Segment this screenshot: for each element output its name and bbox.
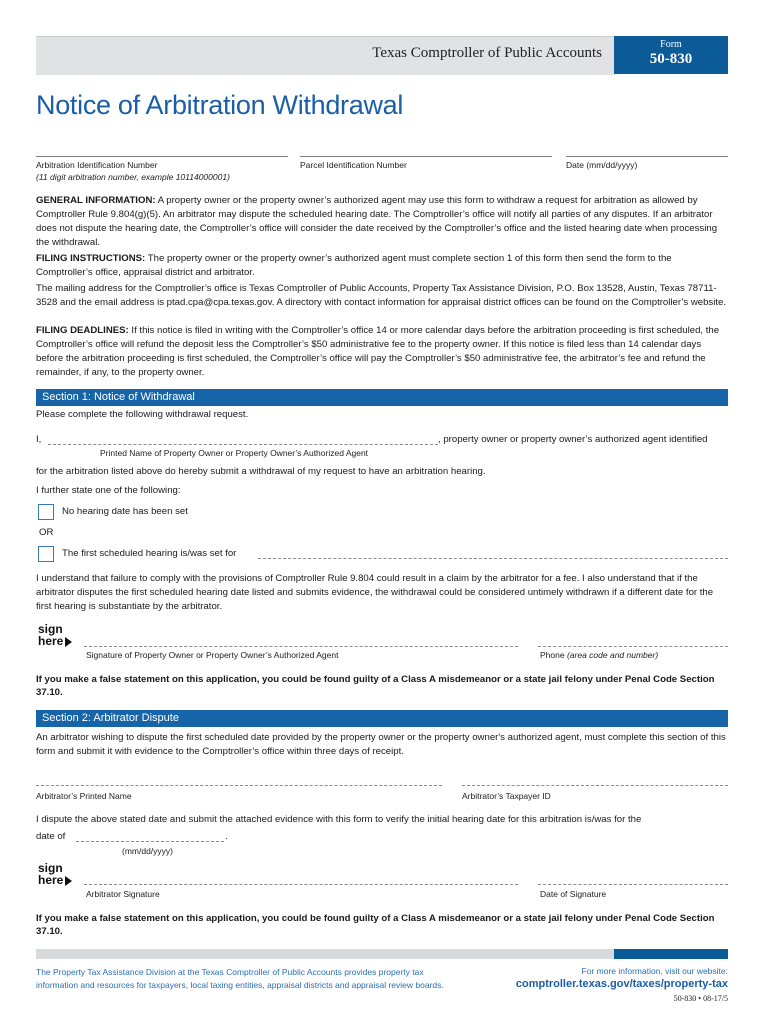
arb-id-label: Arbitration Identification Number xyxy=(36,160,158,170)
signature-date-field[interactable] xyxy=(538,884,728,885)
page-title: Notice of Arbitration Withdrawal xyxy=(36,90,404,120)
form-revision: 50-830 • 08-17/5 xyxy=(673,994,728,1003)
website-link[interactable]: comptroller.texas.gov/taxes/property-tax xyxy=(515,978,728,990)
understand-statement: I understand that failure to comply with the provisions of Comptroller Rule 9.804 could result in a claim by the arbitrator for a fee. I also understand that if the arbitrator disputes the first scheduled hearing date listed and submits evidence, the withdrawal could be considered untimely withdrawn if a different date for the first hearing is substantiate by the arbitrator. xyxy=(36,573,714,612)
hearing-date-field[interactable] xyxy=(258,558,728,559)
arb-id-hint: (11 digit arbitration number, example 10114000001) xyxy=(36,172,230,182)
footer-line-2: information and resources for taxpayers, local taxing entities, appraisal districts and appraisal review boards. xyxy=(36,980,444,990)
arrow-right-icon xyxy=(65,876,72,886)
here-word: here xyxy=(38,634,64,648)
i-suffix: , property owner or property owner’s authorized agent identified xyxy=(438,434,708,445)
i-prefix: I, xyxy=(36,434,42,445)
filing-instructions xyxy=(36,252,728,280)
sign-here-marker-2 xyxy=(38,862,72,886)
section-2-header: Section 2: Arbitrator Dispute xyxy=(36,710,728,727)
deadline-heading: FILING DEADLINES: xyxy=(36,325,129,336)
parcel-id-field[interactable] xyxy=(300,156,552,157)
or-label: OR xyxy=(39,527,54,538)
date-period: . xyxy=(225,831,228,842)
parcel-label: Parcel Identification Number xyxy=(300,160,407,170)
section-1-header: Section 1: Notice of Withdrawal xyxy=(36,389,728,406)
general-information xyxy=(36,194,728,250)
date-field[interactable] xyxy=(566,156,728,157)
filing-text: The property owner or the property owner’s authorized agent must complete section 1 of this form then send the form to the Comptroller’s office, appraisal district and arbitrator. xyxy=(36,253,672,278)
form-number-box xyxy=(614,36,728,74)
form-label: Form xyxy=(660,39,682,50)
further-statement: I further state one of the following: xyxy=(36,485,181,496)
general-heading: GENERAL INFORMATION: xyxy=(36,195,156,206)
agency-name: Texas Comptroller of Public Accounts xyxy=(372,45,602,61)
phone-label-group xyxy=(540,650,658,660)
arrow-right-icon xyxy=(65,637,72,647)
section-2-intro: An arbitrator wishing to dispute the first scheduled date provided by the property owner or the property owner's authorized agent, must complete this section of this form and submit it with evidence to the Comptroller’s office within three days of receipt. xyxy=(36,732,726,757)
footer-description xyxy=(36,966,496,992)
taxpayer-id-field[interactable] xyxy=(462,785,728,786)
dispute-date-field[interactable] xyxy=(76,841,224,842)
here-word: here xyxy=(38,873,64,887)
phone-field[interactable] xyxy=(538,646,728,647)
printed-name-field[interactable] xyxy=(48,444,438,445)
header-bar xyxy=(36,36,614,75)
arbitrator-name-field[interactable] xyxy=(36,785,442,786)
general-text: A property owner or the property owner’s authorized agent may use this form to withdraw a request for arbitration as allowed by Comptroller Rule 9.804(g)(5). An arbitrator may dispute the scheduled hearing date. The Comptroller’s office will notify all parties of any disputes. If an arbitrator does not dispute the hearing date, the Comptroller’s office will consider the date received by the Comptroller’s office and the listed hearing date when processing the withdrawal. xyxy=(36,195,718,248)
section-1-warning: If you make a false statement on this application, you could be found guilty of a Class A misdemeanor or a state jail felony under Penal Code Section 37.10. xyxy=(36,674,715,698)
owner-signature-field[interactable] xyxy=(84,646,518,647)
arbitrator-signature-label: Arbitrator Signature xyxy=(86,889,160,899)
dispute-date-hint: (mm/dd/yyyy) xyxy=(122,846,173,856)
sign-here-marker-1 xyxy=(38,623,72,647)
filing-heading: FILING INSTRUCTIONS: xyxy=(36,253,146,264)
hearing-set-label: The first scheduled hearing is/was set for xyxy=(62,548,237,559)
withdraw-statement: for the arbitration listed above do hereby submit a withdrawal of my request to have an arbitration hearing. xyxy=(36,466,486,477)
sign-word: sign xyxy=(38,622,63,636)
hearing-set-checkbox[interactable] xyxy=(38,546,54,562)
arb-id-field[interactable] xyxy=(36,156,288,157)
taxpayer-id-label: Arbitrator’s Taxpayer ID xyxy=(462,791,551,801)
phone-hint: (area code and number) xyxy=(566,650,659,660)
date-of-label: date of xyxy=(36,831,66,842)
phone-label: Phone xyxy=(540,650,565,660)
no-hearing-label: No hearing date has been set xyxy=(62,506,188,517)
mailing-address: The mailing address for the Comptroller’s office is Texas Comptroller of Public Accounts, Property Tax Assistance Division, P.O. Box 13528, Austin, Texas 78711-3528 and the email address is ptad.cpa@cpa.texas.gov. A directory with contact information for appraisal district offices can be found on the Comptroller’s website. xyxy=(36,283,727,308)
date-label: Date (mm/dd/yyyy) xyxy=(566,160,638,170)
filing-deadlines xyxy=(36,324,728,380)
footer-bar xyxy=(36,949,614,959)
section-1-intro: Please complete the following withdrawal request. xyxy=(36,409,249,420)
more-info-text: For more information, visit our website: xyxy=(581,966,728,976)
arbitrator-name-label: Arbitrator’s Printed Name xyxy=(36,791,132,801)
deadline-text: If this notice is filed in writing with the Comptroller’s office 14 or more calendar days before the arbitration proceeding is first scheduled, the Comptroller’s office will refund the deposit less the Comptroller’s $50 administrative fee to the property owner. If this notice is filed less than 14 calendar days before the arbitration proceeding is first scheduled, the Comptroller’s office will pay the Comptroller’s $50 administrative fee, the arbitrator’s fee and refund the remainder, if any, to the property owner. xyxy=(36,325,720,378)
arbitrator-signature-field[interactable] xyxy=(84,884,518,885)
form-number: 50-830 xyxy=(649,51,693,67)
no-hearing-checkbox[interactable] xyxy=(38,504,54,520)
dispute-statement: I dispute the above stated date and submit the attached evidence with this form to verify the initial hearing date for this arbitration is/was for the xyxy=(36,814,642,825)
signature-date-label: Date of Signature xyxy=(540,889,607,899)
footer-accent-bar xyxy=(614,949,728,959)
footer-line-1: The Property Tax Assistance Division at the Texas Comptroller of Public Accounts provides property tax xyxy=(36,967,424,977)
printed-name-label: Printed Name of Property Owner or Property Owner’s Authorized Agent xyxy=(100,448,369,458)
owner-signature-label: Signature of Property Owner or Property Owner’s Authorized Agent xyxy=(86,650,339,660)
sign-word: sign xyxy=(38,861,63,875)
section-2-warning: If you make a false statement on this application, you could be found guilty of a Class A misdemeanor or a state jail felony under Penal Code Section 37.10. xyxy=(36,913,715,937)
